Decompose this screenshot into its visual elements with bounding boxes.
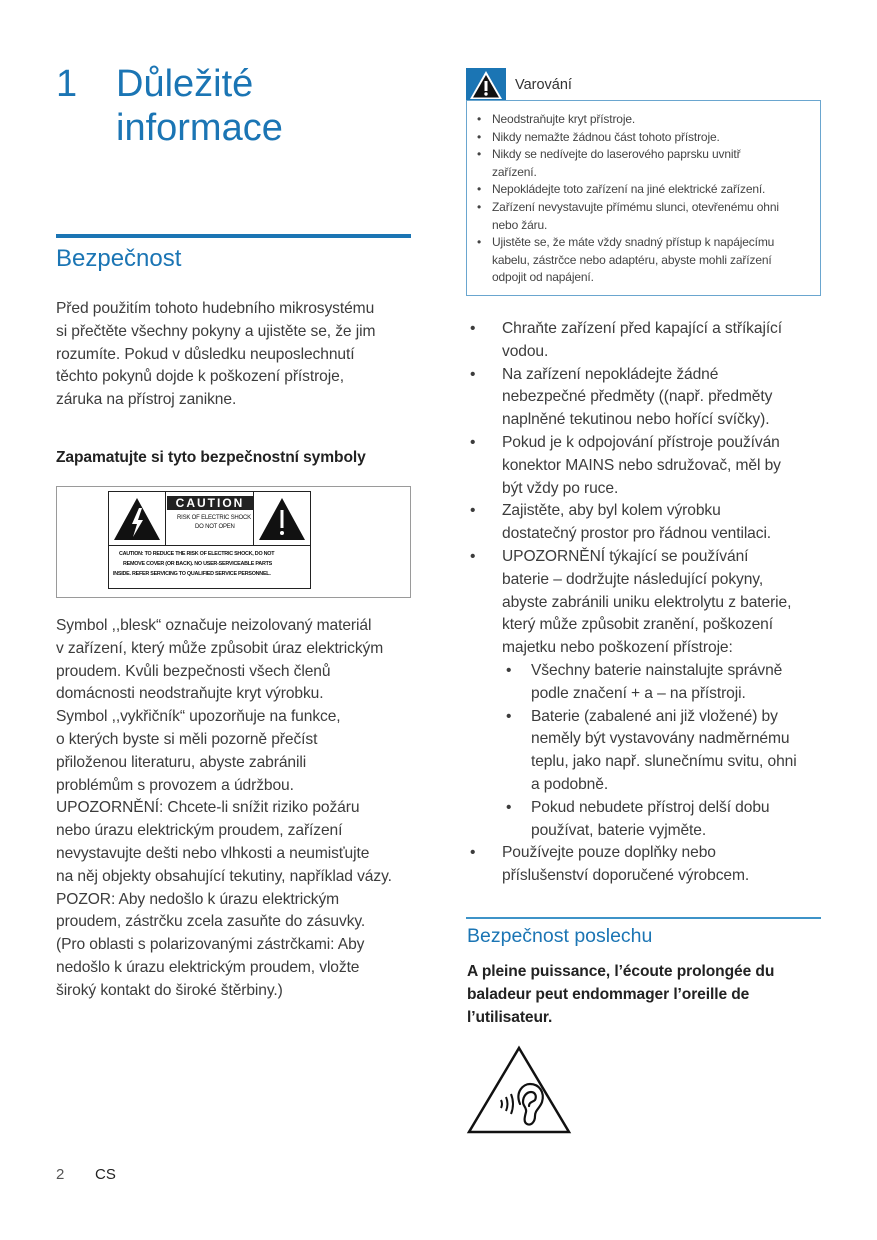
text-line: rozumíte. Pokud v důsledku neuposlechnutí: [56, 345, 355, 363]
text-line: na něj objekty obsahující tekutiny, například vázy.: [56, 867, 392, 885]
bullet: •: [470, 844, 476, 862]
text-line: nebo úrazu elektrickým proudem, zařízení: [56, 822, 343, 840]
precaution-item: [466, 842, 826, 888]
caution-bottom-text: INSIDE. REFER SERVICING TO QUALIFIED SERVICE PERSONNEL.: [113, 571, 271, 577]
precaution-item: [466, 500, 826, 546]
text-line: podle značení + a – na přístroji.: [531, 684, 746, 702]
bullet: •: [470, 433, 476, 451]
text-line: Pokud nebudete přístroj delší dobu: [531, 798, 770, 816]
caution-bottom-text: CAUTION: TO REDUCE THE RISK OF ELECTRIC SHOCK, DO NOT: [119, 551, 275, 557]
bullet: •: [506, 707, 512, 725]
hearing-warning-text: [467, 960, 822, 1029]
text-line: široký kontakt do široké štěrbiny.): [56, 981, 283, 999]
bullet: •: [477, 112, 482, 126]
text-line: nebezpečné předměty ((např. předměty: [502, 388, 773, 406]
bullet: •: [470, 547, 476, 565]
language-code: CS: [95, 1166, 116, 1183]
precaution-item: [466, 318, 826, 364]
page-number: 2: [56, 1166, 65, 1183]
text-line: Před použitím tohoto hudebního mikrosystému: [56, 300, 375, 317]
text-line: Nepokládejte toto zařízení na jiné elektrické zařízení.: [492, 182, 766, 197]
text-line: používat, baterie vyjměte.: [531, 821, 707, 839]
text-line: baladeur peut endommager l’oreille de: [467, 986, 750, 1003]
text-line: nedošlo k úrazu elektrickým proudem, vložte: [56, 958, 360, 976]
symbols-explanation-paragraph: [56, 615, 416, 1003]
text-line: naplněné tekutinou nebo hořící svíčky).: [502, 411, 770, 429]
caution-risk-text: RISK OF ELECTRIC SHOCK: [177, 515, 251, 521]
text-line: nevystavujte dešti nebo vlhkosti a neumisťujte: [56, 844, 370, 862]
text-line: konektor MAINS nebo sdružovač, měl by: [502, 456, 781, 474]
text-line: Ujistěte se, že máte vždy snadný přístup k napájecímu: [492, 235, 775, 250]
text-line: POZOR: Aby nedošlo k úrazu elektrickým: [56, 890, 340, 908]
section-divider: [466, 917, 821, 919]
warning-item: [475, 146, 815, 181]
text-line: který může způsobit zranění, poškození: [502, 616, 773, 634]
precaution-item: [466, 546, 826, 660]
precautions-list: [466, 318, 826, 888]
text-line: baterie – dodržujte následující pokyny,: [502, 570, 764, 588]
text-line: kabelu, zástrčce nebo adaptéru, abyste mohli zařízení: [492, 252, 772, 267]
text-line: zařízení.: [492, 164, 537, 179]
text-line: l’utilisateur.: [467, 1009, 553, 1026]
text-line: nebo žáru.: [492, 217, 548, 232]
text-line: Na zařízení nepokládejte žádné: [502, 365, 719, 383]
text-line: těchto pokynů dojde k poškození přístroje,: [56, 368, 344, 386]
text-line: Symbol ,,blesk“ označuje neizolovaný materiál: [56, 617, 372, 634]
text-line: proudem, zástrčku zcela zasuňte do zásuvky.: [56, 913, 366, 931]
ear-warning-triangle-icon: [465, 1044, 573, 1141]
bullet: •: [470, 502, 476, 520]
bullet: •: [477, 147, 482, 162]
text-line: majetku nebo poškození přístroje:: [502, 639, 733, 657]
safety-intro-paragraph: [56, 298, 416, 412]
text-line: vodou.: [502, 342, 549, 360]
text-line: odpojit od napájení.: [492, 270, 594, 285]
warning-title: Varování: [515, 77, 572, 93]
bullet: •: [506, 661, 512, 679]
text-line: Nikdy se nedívejte do laserového paprsku uvnitř: [492, 147, 741, 162]
text-line: (Pro oblasti s polarizovanými zástrčkami: Aby: [56, 936, 365, 954]
text-line: a podobně.: [531, 775, 609, 793]
lightning-triangle-icon: [109, 492, 166, 546]
text-line: Pokud je k odpojování přístroje používán: [502, 433, 780, 451]
text-line: Nikdy nemažte žádnou část tohoto přístroje.: [492, 129, 720, 144]
text-line: záruka na přístroj zanikne.: [56, 391, 237, 409]
battery-subitem: [466, 706, 826, 797]
precaution-item: [466, 364, 826, 432]
warning-item: [475, 234, 815, 287]
text-line: přiloženou literaturu, abyste zabránili: [56, 753, 307, 771]
bullet: •: [477, 199, 482, 214]
section-title-hearing-safety: Bezpečnost poslechu: [467, 925, 653, 947]
warning-item: [475, 181, 815, 199]
text-line: Všechny baterie nainstalujte správně: [531, 661, 783, 679]
bullet: •: [477, 235, 482, 250]
battery-subitem: [466, 660, 826, 706]
exclamation-triangle-icon: [253, 492, 310, 546]
text-line: UPOZORNĚNÍ: Chcete-li snížit riziko požáru: [56, 799, 360, 817]
text-line: Symbol ,,vykřičník“ upozorňuje na funkce,: [56, 708, 341, 726]
bullet: •: [477, 182, 482, 197]
text-line: Neodstraňujte kryt přístroje.: [492, 112, 636, 126]
warning-item: [475, 111, 815, 129]
chapter-title-line1: Důležité: [116, 63, 254, 105]
text-line: dostatečný prostor pro řádnou ventilaci.: [502, 525, 772, 543]
caution-risk-text: DO NOT OPEN: [195, 524, 235, 530]
text-line: Používejte pouze doplňky nebo: [502, 844, 716, 862]
caution-banner: CAUTION: [167, 496, 253, 510]
chapter-number: 1: [56, 63, 78, 105]
bullet: •: [506, 798, 512, 816]
text-line: Baterie (zabalené ani již vložené) by: [531, 707, 778, 725]
battery-subitem: [466, 797, 826, 843]
warning-item: [475, 129, 815, 147]
caution-bottom-text: REMOVE COVER (OR BACK). NO USER-SERVICEABLE PARTS: [123, 561, 272, 567]
bullet: •: [470, 320, 476, 337]
text-line: proudem. Kvůli bezpečnosti všech členů: [56, 662, 331, 680]
section-divider: [56, 234, 411, 238]
bullet: •: [470, 365, 476, 383]
section-title-safety: Bezpečnost: [56, 245, 182, 272]
text-line: UPOZORNĚNÍ týkající se používání: [502, 547, 749, 565]
text-line: teplu, jako např. slunečnímu svitu, ohni: [531, 753, 797, 771]
text-line: být vždy po ruce.: [502, 479, 619, 497]
warning-triangle-icon: [466, 68, 506, 101]
symbols-subheading: Zapamatujte si tyto bezpečnostní symboly: [56, 449, 366, 466]
text-line: o kterých byste si měli pozorně přečíst: [56, 730, 318, 748]
bullet: •: [477, 129, 482, 144]
precaution-item: [466, 432, 826, 500]
text-line: neměly být vystavovány nadměrnému: [531, 730, 790, 748]
warning-list: [475, 111, 815, 287]
text-line: příslušenství doporučené výrobcem.: [502, 867, 750, 885]
caution-label: [108, 491, 311, 589]
chapter-title-line2: informace: [116, 107, 283, 149]
text-line: domácnosti neodstraňujte kryt výrobku.: [56, 685, 324, 703]
text-line: v zařízení, který může způsobit úraz elektrickým: [56, 639, 384, 657]
text-line: si přečtěte všechny pokyny a ujistěte se, že jim: [56, 322, 376, 340]
text-line: Chraňte zařízení před kapající a stříkající: [502, 320, 782, 337]
text-line: Zajistěte, aby byl kolem výrobku: [502, 502, 721, 520]
text-line: Zařízení nevystavujte přímému slunci, otevřenému ohni: [492, 199, 779, 214]
text-line: A pleine puissance, l’écoute prolongée du: [467, 963, 775, 980]
text-line: abyste zabránili uniku elektrolytu z baterie,: [502, 593, 792, 611]
chapter-title: [116, 62, 416, 150]
warning-item: [475, 199, 815, 234]
text-line: problémům s provozem a údržbou.: [56, 776, 294, 794]
